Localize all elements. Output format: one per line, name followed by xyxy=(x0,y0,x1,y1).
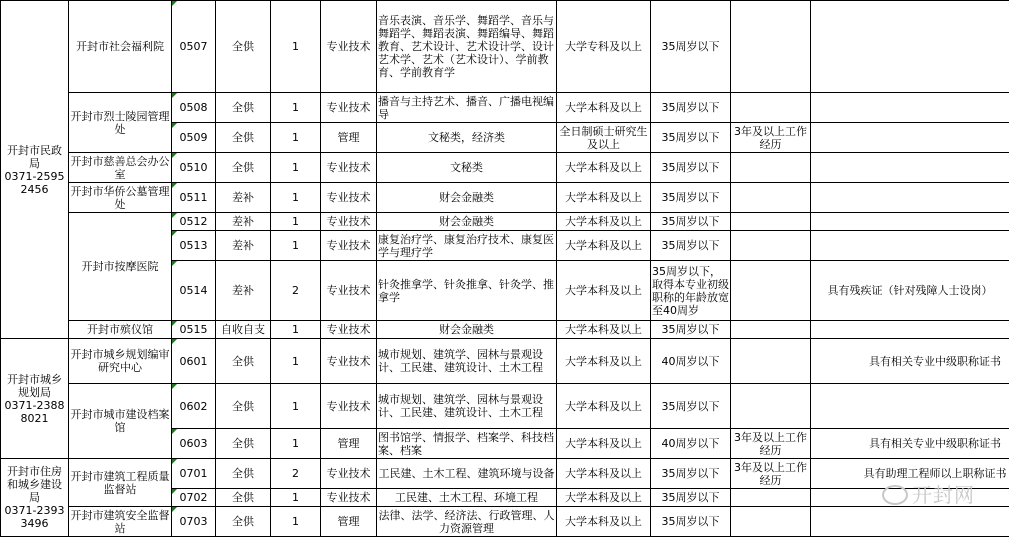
dept-cell: 开封市城乡规划局 0371-23888021 xyxy=(1,339,69,459)
other-cell: 具有相关专业中级职称证书 xyxy=(811,429,1009,459)
num-cell: 1 xyxy=(271,93,321,123)
age-cell: 35周岁以下 xyxy=(651,213,731,231)
exp-cell: 3年及以上工作经历 xyxy=(731,459,811,489)
code-cell: 0703 xyxy=(172,507,216,537)
exp-cell xyxy=(731,489,811,507)
age-cell: 35周岁以下 xyxy=(651,321,731,339)
major-cell: 播音与主持艺术、播音、广播电视编导 xyxy=(377,93,557,123)
other-cell xyxy=(811,507,1009,537)
num-cell: 1 xyxy=(271,153,321,183)
dept-cell: 开封市民政局 0371-25952456 xyxy=(1,1,69,339)
num-cell: 1 xyxy=(271,123,321,153)
major-cell: 法律、法学、经济法、行政管理、人力资源管理 xyxy=(378,508,555,535)
fund-cell: 全供 xyxy=(216,384,271,429)
code-cell: 0514 xyxy=(172,261,216,321)
exp-cell xyxy=(731,384,811,429)
exp-cell xyxy=(731,261,811,321)
age-cell: 40周岁以下 xyxy=(651,429,731,459)
age-cell: 40周岁以下 xyxy=(651,339,731,384)
other-cell: 具有相关专业中级职称证书 xyxy=(811,339,1009,384)
major-cell: 针灸推拿学、针灸推拿、针灸学、推拿学 xyxy=(377,261,557,321)
major-cell: 文秘类 xyxy=(377,153,557,183)
fund-cell: 全供 xyxy=(216,489,271,507)
table-row xyxy=(1,384,1009,429)
exp-cell xyxy=(731,1,811,93)
major-cell: 财会金融类 xyxy=(377,213,557,231)
age-cell: 35周岁以下 xyxy=(651,183,731,213)
exp-cell xyxy=(731,231,811,261)
fund-cell: 自收自支 xyxy=(216,321,271,339)
fund-cell: 差补 xyxy=(216,213,271,231)
num-cell: 1 xyxy=(271,213,321,231)
cat-cell: 管理 xyxy=(321,123,377,153)
fund-cell: 全供 xyxy=(216,429,271,459)
wechat-icon xyxy=(882,485,908,505)
edu-cell: 大学本科及以上 xyxy=(557,489,651,507)
fund-cell: 全供 xyxy=(216,339,271,384)
age-cell: 35周岁以下 xyxy=(651,507,731,537)
code-cell: 0601 xyxy=(172,339,216,384)
major-cell: 文秘类，经济类 xyxy=(377,123,557,153)
edu-cell: 大学本科及以上 xyxy=(557,429,651,459)
unit-cell: 开封市城乡规划编审研究中心 xyxy=(69,339,172,384)
cat-cell: 专业技术 xyxy=(321,489,377,507)
fund-cell: 全供 xyxy=(216,153,271,183)
age-cell: 35周岁以下 xyxy=(651,1,731,93)
major-cell: 音乐表演、音乐学、舞蹈学、音乐与舞蹈学、舞蹈表演、舞蹈编导、舞蹈教育、艺术设计、艺术设计学、设计艺术学、艺术（艺术设计）、学前教育、学前教育学 xyxy=(377,1,557,93)
code-cell: 0511 xyxy=(172,183,216,213)
cat-cell: 专业技术 xyxy=(321,384,377,429)
edu-cell: 大学本科及以上 xyxy=(557,321,651,339)
num-cell: 1 xyxy=(271,321,321,339)
exp-cell: 3年及以上工作经历 xyxy=(731,123,811,153)
num-cell: 1 xyxy=(271,231,321,261)
unit-cell: 开封市城市建设档案馆 xyxy=(69,384,172,459)
table-row xyxy=(1,93,1009,123)
fund-cell: 全供 xyxy=(216,93,271,123)
code-cell: 0510 xyxy=(172,153,216,183)
code-cell: 0508 xyxy=(172,93,216,123)
edu-cell: 大学本科及以上 xyxy=(557,384,651,429)
exp-cell xyxy=(731,153,811,183)
other-cell: 具有助理工程师以上职称证书 xyxy=(811,459,1009,489)
exp-cell xyxy=(731,93,811,123)
exp-cell xyxy=(731,321,811,339)
table-row xyxy=(1,321,1009,339)
exp-cell xyxy=(731,339,811,384)
fund-cell: 全供 xyxy=(216,1,271,93)
table-row xyxy=(1,213,1009,231)
age-cell: 35周岁以下 xyxy=(651,153,731,183)
code-cell: 0702 xyxy=(172,489,216,507)
code-cell: 0515 xyxy=(172,321,216,339)
watermark xyxy=(882,479,975,508)
other-cell xyxy=(811,123,1009,153)
edu-cell: 大学专科及以上 xyxy=(557,1,651,93)
num-cell: 1 xyxy=(271,1,321,93)
table-row xyxy=(1,339,1009,384)
num-cell: 2 xyxy=(271,261,321,321)
table-row xyxy=(1,183,1009,213)
num-cell: 1 xyxy=(271,183,321,213)
edu-cell: 大学本科及以上 xyxy=(557,261,651,321)
unit-cell: 开封市建筑安全监督站 xyxy=(70,508,170,535)
age-cell: 35周岁以下 xyxy=(651,93,731,123)
other-cell xyxy=(811,93,1009,123)
major-cell: 康复治疗学、康复治疗技术、康复医学与理疗学 xyxy=(377,231,557,261)
edu-cell: 大学本科及以上 xyxy=(557,507,651,537)
table-row xyxy=(1,1,1009,93)
major-cell: 财会金融类 xyxy=(377,183,557,213)
other-cell xyxy=(811,213,1009,231)
edu-cell: 大学本科及以上 xyxy=(557,339,651,384)
exp-cell xyxy=(731,507,811,537)
cat-cell: 专业技术 xyxy=(321,261,377,321)
unit-cell: 开封市建筑工程质量监督站 xyxy=(69,459,172,507)
other-cell xyxy=(811,153,1009,183)
fund-cell: 全供 xyxy=(216,459,271,489)
major-cell: 城市规划、建筑学、园林与景观设计、工民建、建筑设计、土木工程 xyxy=(377,339,557,384)
unit-cell: 开封市华侨公墓管理处 xyxy=(70,184,170,211)
cat-cell: 管理 xyxy=(321,507,377,537)
fund-cell: 差补 xyxy=(216,183,271,213)
exp-cell xyxy=(731,183,811,213)
fund-cell: 全供 xyxy=(216,507,271,537)
cat-cell: 专业技术 xyxy=(321,321,377,339)
num-cell: 1 xyxy=(271,507,321,537)
major-cell: 城市规划、建筑学、园林与景观设计、工民建、建筑设计、土木工程 xyxy=(377,384,557,429)
edu-cell: 全日制硕士研究生及以上 xyxy=(557,123,651,153)
cat-cell: 专业技术 xyxy=(321,153,377,183)
age-cell: 35周岁以下 xyxy=(651,123,731,153)
major-cell: 图书馆学、情报学、档案学、科技档案、档案 xyxy=(377,429,557,459)
code-cell: 0509 xyxy=(172,123,216,153)
cat-cell: 管理 xyxy=(321,429,377,459)
edu-cell: 大学本科及以上 xyxy=(557,93,651,123)
code-cell: 0701 xyxy=(172,459,216,489)
other-cell xyxy=(811,384,1009,429)
cat-cell: 专业技术 xyxy=(321,183,377,213)
cat-cell: 专业技术 xyxy=(321,1,377,93)
code-cell: 0602 xyxy=(172,384,216,429)
exp-cell: 3年及以上工作经历 xyxy=(731,429,811,459)
exp-cell xyxy=(731,213,811,231)
major-cell: 工民建、土木工程、建筑环境与设备 xyxy=(377,459,557,489)
table-row xyxy=(1,507,1009,537)
fund-cell: 差补 xyxy=(216,261,271,321)
cat-cell: 专业技术 xyxy=(321,231,377,261)
unit-cell: 开封市殡仪馆 xyxy=(69,321,172,339)
table-row xyxy=(1,459,1009,489)
edu-cell: 大学本科及以上 xyxy=(557,231,651,261)
age-cell: 35周岁以下，取得本专业初级职称的年龄放宽至40周岁 xyxy=(651,261,731,321)
code-cell: 0507 xyxy=(172,1,216,93)
code-cell: 0513 xyxy=(172,231,216,261)
cat-cell: 专业技术 xyxy=(321,459,377,489)
unit-cell: 开封市烈士陵园管理处 xyxy=(69,93,172,153)
code-cell: 0603 xyxy=(172,429,216,459)
cat-cell: 专业技术 xyxy=(321,213,377,231)
num-cell: 1 xyxy=(271,429,321,459)
unit-cell: 开封市按摩医院 xyxy=(69,213,172,321)
table-row xyxy=(1,153,1009,183)
major-cell: 工民建、土木工程、环境工程 xyxy=(377,489,557,507)
other-cell xyxy=(811,321,1009,339)
watermark-text: 开封网 xyxy=(912,483,975,507)
num-cell: 2 xyxy=(271,459,321,489)
cat-cell: 专业技术 xyxy=(321,339,377,384)
num-cell: 1 xyxy=(271,339,321,384)
num-cell: 1 xyxy=(271,384,321,429)
fund-cell: 差补 xyxy=(216,231,271,261)
age-cell: 35周岁以下 xyxy=(651,459,731,489)
major-cell: 财会金融类 xyxy=(377,321,557,339)
other-cell xyxy=(811,1,1009,93)
other-cell: 具有残疾证（针对残障人士设岗） xyxy=(811,261,1009,321)
age-cell: 35周岁以下 xyxy=(651,489,731,507)
other-cell xyxy=(811,183,1009,213)
dept-cell: 开封市住房和城乡建设局 0371-23933496 xyxy=(1,459,69,537)
age-cell: 35周岁以下 xyxy=(651,231,731,261)
edu-cell: 大学本科及以上 xyxy=(557,213,651,231)
age-cell: 35周岁以下 xyxy=(651,384,731,429)
num-cell: 1 xyxy=(271,489,321,507)
edu-cell: 大学本科及以上 xyxy=(557,459,651,489)
edu-cell: 大学本科及以上 xyxy=(557,183,651,213)
fund-cell: 全供 xyxy=(216,123,271,153)
unit-cell: 开封市慈善总会办公室 xyxy=(70,154,170,181)
other-cell xyxy=(811,231,1009,261)
edu-cell: 大学本科及以上 xyxy=(557,153,651,183)
cat-cell: 专业技术 xyxy=(321,93,377,123)
code-cell: 0512 xyxy=(172,213,216,231)
unit-cell: 开封市社会福利院 xyxy=(69,1,172,93)
